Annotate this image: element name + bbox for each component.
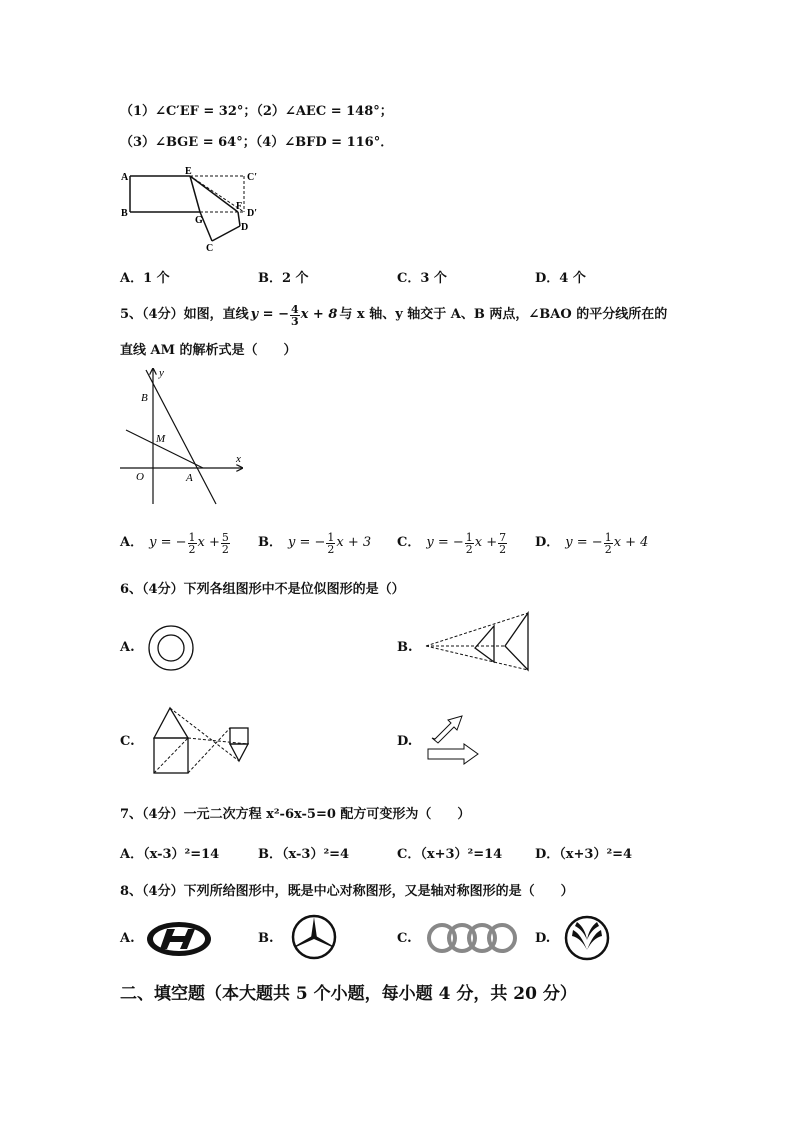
q4-label-b: B [121, 208, 128, 219]
q5-option-d[interactable]: D． y = − $\frac{1}{2}$ x + 4 [535, 530, 649, 556]
q5-stem-post: 与 x 轴、y 轴交于 A、B 两点，∠BAO 的平分线所在的 [339, 307, 668, 322]
q4-label-c: C [206, 243, 214, 254]
q6-option-b-label[interactable]: B. [397, 640, 413, 655]
q8-option-c-label[interactable]: C. [397, 931, 412, 946]
q4-label-c-prime: C′ [247, 172, 258, 183]
q5-eq-rest: x + 8 [300, 307, 338, 322]
q5-label-x: x [236, 453, 241, 465]
q5-stem-pre: 5、（4分）如图，直线 [120, 307, 249, 322]
q8-option-b-mercedes-logo-icon [290, 913, 340, 963]
q5-option-b[interactable]: B． y = − $\frac{1}{2}$ x + 3 [258, 530, 372, 556]
q5-stem-line2: 直线 AM 的解析式是（ ） [120, 343, 297, 358]
q8-option-a-label[interactable]: A. [120, 931, 135, 946]
q6-option-c-figure [150, 703, 255, 778]
section-2-heading: 二、填空题（本大题共 5 个小题，每小题 4 分，共 20 分） [120, 984, 577, 1004]
q8-option-c-audi-logo-icon [426, 920, 520, 956]
q6-stem: 6、（4分）下列各组图形中不是位似图形的是（） [120, 582, 405, 597]
q5-option-c[interactable]: C． y = − $\frac{1}{2}$ x + $\frac{7}{2}$ [397, 530, 507, 556]
q5-label-m: M [156, 433, 166, 445]
q7-option-a[interactable]: A．（x-3）²=14 [120, 847, 220, 862]
q8-option-a-hyundai-logo-icon [145, 918, 215, 960]
q4-statement-1: （1）∠C′EF = 32°；（2）∠AEC = 148°； [120, 104, 393, 119]
q5-figure [118, 364, 248, 509]
q5-option-a[interactable]: A． y = − $\frac{1}{2}$ x + $\frac{5}{2}$ [120, 530, 229, 556]
q8-option-b-label[interactable]: B. [258, 931, 274, 946]
q6-option-d-figure [420, 710, 485, 770]
q4-figure [118, 164, 268, 254]
q4-label-d-prime: D′ [247, 208, 258, 219]
q4-label-g: G [195, 215, 203, 226]
q4-label-d: D [241, 222, 249, 233]
q5-stem-line1 [120, 300, 667, 330]
q4-label-f: F [236, 201, 243, 212]
q4-label-a: A [121, 172, 129, 183]
q8-option-d-dongfeng-logo-icon [563, 914, 613, 962]
q6-option-c-label[interactable]: C. [120, 734, 135, 749]
q7-option-b[interactable]: B．（x-3）²=4 [258, 847, 350, 862]
q5-eq-fraction: $\frac{4}{3}$ [290, 302, 299, 328]
q5-label-b: B [141, 392, 148, 404]
q7-option-d[interactable]: D．（x+3）²=4 [535, 847, 633, 862]
q5-label-y: y [159, 367, 164, 379]
q4-option-c[interactable]: C．3 个 [397, 271, 447, 286]
q5-label-a: A [186, 472, 193, 484]
q5-eq-y: y = − [250, 307, 289, 322]
q6-option-a-figure [144, 623, 200, 673]
q4-label-e: E [185, 166, 192, 177]
q4-option-d[interactable]: D．4 个 [535, 271, 586, 286]
q8-option-d-label[interactable]: D. [535, 931, 551, 946]
q6-option-a-label[interactable]: A. [120, 640, 135, 655]
q4-option-a[interactable]: A．1 个 [120, 271, 170, 286]
q8-stem: 8、（4分）下列所给图形中，既是中心对称图形，又是轴对称图形的是（ ） [120, 884, 574, 899]
q6-option-b-figure [420, 608, 535, 674]
q4-statement-2: （3）∠BGE = 64°；（4）∠BFD = 116°． [120, 135, 394, 150]
q6-option-d-label[interactable]: D. [397, 734, 413, 749]
q7-option-c[interactable]: C．（x+3）²=14 [397, 847, 503, 862]
q7-stem: 7、（4分）一元二次方程 x²-6x-5=0 配方可变形为（ ） [120, 807, 471, 822]
q4-option-b[interactable]: B．2 个 [258, 271, 309, 286]
q5-label-o: O [136, 471, 144, 483]
